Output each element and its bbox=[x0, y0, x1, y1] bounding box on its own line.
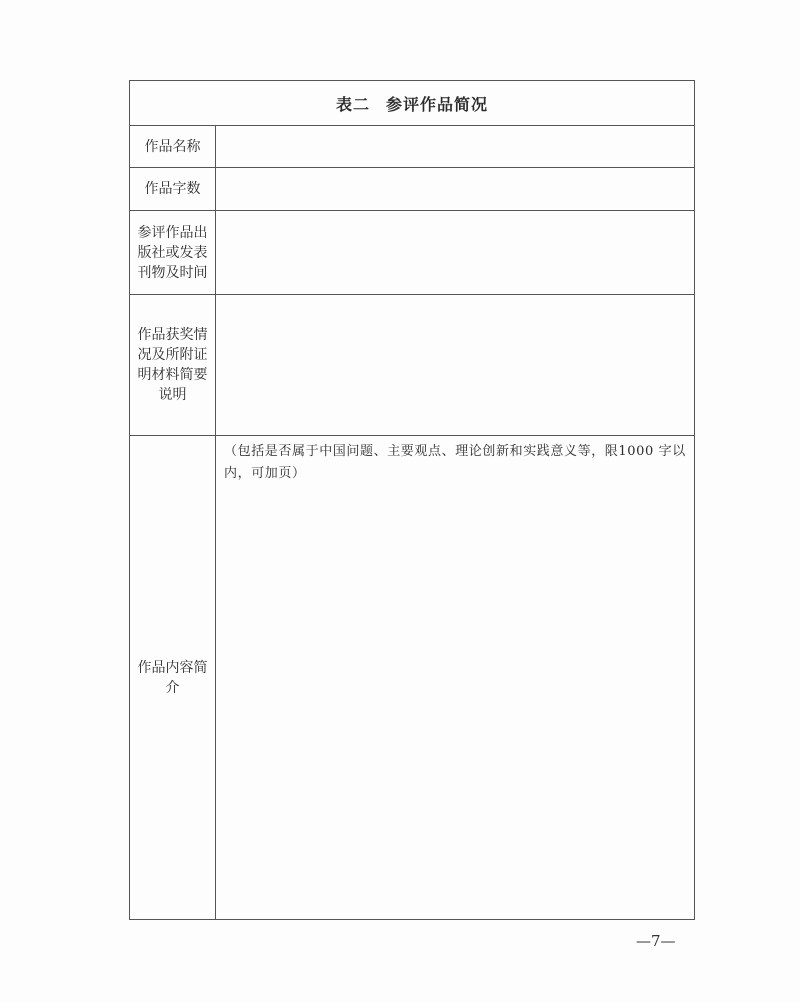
label-publisher-date: 参评作品出版社或发表刊物及时间 bbox=[130, 211, 216, 295]
works-summary-table bbox=[129, 80, 695, 920]
table-title bbox=[130, 81, 695, 126]
field-content-summary[interactable] bbox=[216, 436, 695, 920]
field-awards-materials[interactable] bbox=[216, 295, 695, 436]
table-title-number: 表二 bbox=[335, 94, 370, 114]
label-content-summary: 作品内容简介 bbox=[130, 436, 216, 920]
label-work-name: 作品名称 bbox=[130, 126, 216, 168]
field-work-name[interactable] bbox=[216, 126, 695, 168]
field-publisher-date[interactable] bbox=[216, 211, 695, 295]
label-awards-materials: 作品获奖情况及所附证明材料简要说明 bbox=[130, 295, 216, 436]
field-word-count[interactable] bbox=[216, 168, 695, 211]
page-number: —7— bbox=[636, 932, 676, 950]
table-title-text: 参评作品简况 bbox=[386, 94, 489, 114]
label-word-count: 作品字数 bbox=[130, 168, 216, 211]
summary-instruction-note: （包括是否属于中国问题、主要观点、理论创新和实践意义等，限1000 字以内，可加页） bbox=[224, 444, 686, 481]
